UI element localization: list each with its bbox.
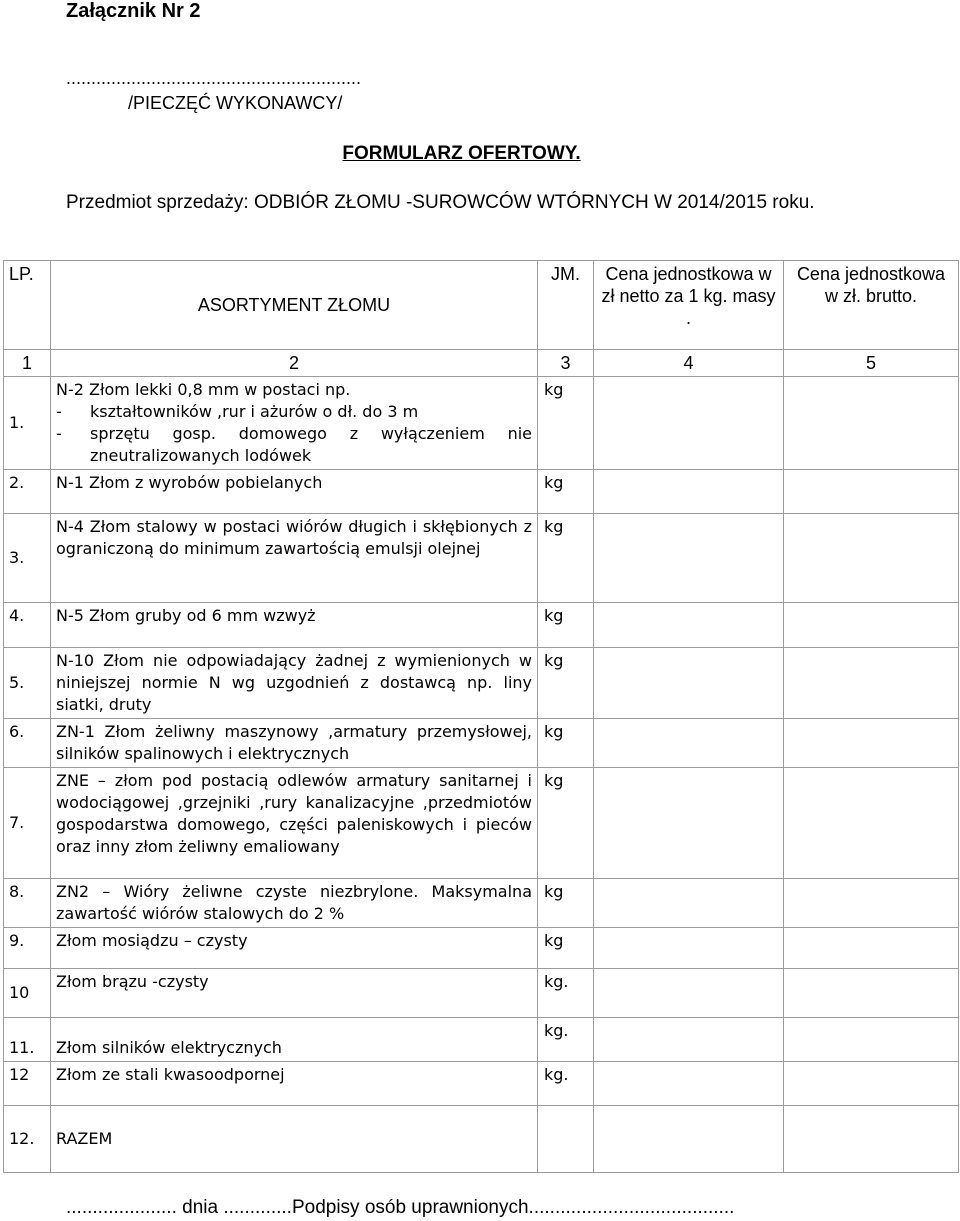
row-unit bbox=[538, 1106, 594, 1173]
form-title: FORMULARZ OFERTOWY. bbox=[342, 143, 581, 164]
stamp-label: /PIECZĘĆ WYKONAWCY/ bbox=[128, 93, 343, 113]
row-lp: 6. bbox=[4, 719, 51, 768]
gross-price-cell[interactable] bbox=[784, 377, 959, 470]
gross-price-cell[interactable] bbox=[784, 768, 959, 879]
gross-price-cell[interactable] bbox=[784, 648, 959, 719]
sale-subject: Przedmiot sprzedaży: ODBIÓR ZŁOMU -SUROWCÓW WTÓRNYCH W 2014/2015 roku. bbox=[66, 192, 815, 213]
column-number: 4 bbox=[594, 350, 784, 377]
row-description: N-4 Złom stalowy w postaci wiórów długich i skłębionych z ograniczoną do minimum zawartością emulsji olejnej bbox=[51, 514, 538, 603]
header-lp: LP. bbox=[4, 261, 51, 350]
row-unit: kg bbox=[538, 768, 594, 879]
row-lp: 2. bbox=[4, 470, 51, 514]
header-unit: JM. bbox=[538, 261, 594, 350]
row-unit: kg bbox=[538, 470, 594, 514]
table-row bbox=[4, 603, 959, 648]
column-number: 2 bbox=[51, 350, 538, 377]
row-description: ZN2 – Wióry żeliwne czyste niezbrylone. Maksymalna zawartość wiórów stalowych do 2 % bbox=[51, 879, 538, 928]
table-row bbox=[4, 879, 959, 928]
net-price-cell[interactable] bbox=[594, 768, 784, 879]
row-lp: 12. bbox=[4, 1106, 51, 1173]
attachment-title: Załącznik Nr 2 bbox=[66, 0, 201, 22]
row-unit: kg bbox=[538, 648, 594, 719]
row-lp: 1. bbox=[4, 377, 51, 470]
net-price-cell[interactable] bbox=[594, 514, 784, 603]
gross-price-cell[interactable] bbox=[784, 514, 959, 603]
row-unit: kg bbox=[538, 719, 594, 768]
signature-line: ..................... dnia .............Podpisy osób uprawnionych....................................... bbox=[66, 1197, 735, 1218]
header-assortment: ASORTYMENT ZŁOMU bbox=[51, 261, 538, 350]
row-description: ZNE – złom pod postacią odlewów armatury sanitarnej i wodociągowej ,grzejniki ,rury kanalizacyjne ,przedmiotów gospodarstwa domowego, części paleniskowych i pieców oraz inny złom żeliwny emaliowany bbox=[51, 768, 538, 879]
row-unit: kg bbox=[538, 514, 594, 603]
row-lp: 12 bbox=[4, 1062, 51, 1106]
row-description bbox=[51, 377, 538, 470]
table-row bbox=[4, 470, 959, 514]
sub-item-list bbox=[56, 401, 532, 467]
net-price-cell[interactable] bbox=[594, 1018, 784, 1062]
row-lp: 3. bbox=[4, 514, 51, 603]
row-description: Złom ze stali kwasoodpornej bbox=[51, 1062, 538, 1106]
row-unit: kg bbox=[538, 879, 594, 928]
stamp-dotted-line: ........................................................... bbox=[66, 68, 362, 88]
net-price-cell[interactable] bbox=[594, 879, 784, 928]
row-lp: 7. bbox=[4, 768, 51, 879]
row-unit: kg. bbox=[538, 969, 594, 1018]
table-row bbox=[4, 1018, 959, 1062]
sub-item: - kształtowników ,rur i ażurów o dł. do 3 m bbox=[56, 401, 532, 423]
row-unit: kg bbox=[538, 377, 594, 470]
row-description: N-1 Złom z wyrobów pobielanych bbox=[51, 470, 538, 514]
net-price-cell[interactable] bbox=[594, 648, 784, 719]
table-row bbox=[4, 1062, 959, 1106]
net-price-cell[interactable] bbox=[594, 377, 784, 470]
table-row bbox=[4, 969, 959, 1018]
row-description: N-5 Złom gruby od 6 mm wzwyż bbox=[51, 603, 538, 648]
gross-price-cell[interactable] bbox=[784, 470, 959, 514]
row-unit: kg bbox=[538, 928, 594, 969]
table-row bbox=[4, 719, 959, 768]
gross-price-cell[interactable] bbox=[784, 969, 959, 1018]
net-price-cell[interactable] bbox=[594, 719, 784, 768]
row-lp: 9. bbox=[4, 928, 51, 969]
net-price-cell[interactable] bbox=[594, 1062, 784, 1106]
table-row bbox=[4, 514, 959, 603]
row-unit: kg. bbox=[538, 1062, 594, 1106]
offer-table bbox=[3, 260, 959, 1173]
row-lp: 8. bbox=[4, 879, 51, 928]
gross-price-cell[interactable] bbox=[784, 1106, 959, 1173]
row-description: Złom mosiądzu – czysty bbox=[51, 928, 538, 969]
net-price-cell[interactable] bbox=[594, 928, 784, 969]
row-lp: 4. bbox=[4, 603, 51, 648]
net-price-cell[interactable] bbox=[594, 1106, 784, 1173]
row-lp: 10 bbox=[4, 969, 51, 1018]
column-number-row bbox=[4, 350, 959, 377]
row-description: Złom silników elektrycznych bbox=[51, 1018, 538, 1062]
gross-price-cell[interactable] bbox=[784, 1018, 959, 1062]
column-number: 1 bbox=[4, 350, 51, 377]
header-gross-price: Cena jednostkowa w zł. brutto. bbox=[784, 261, 959, 350]
net-price-cell[interactable] bbox=[594, 603, 784, 648]
gross-price-cell[interactable] bbox=[784, 603, 959, 648]
column-number: 3 bbox=[538, 350, 594, 377]
header-net-price: Cena jednostkowa w zł netto za 1 kg. masy . bbox=[594, 261, 784, 350]
table-row bbox=[4, 928, 959, 969]
row-description-text: N-2 Złom lekki 0,8 mm w postaci np. bbox=[56, 380, 351, 399]
row-description: ZN-1 Złom żeliwny maszynowy ,armatury przemysłowej, silników spalinowych i elektrycznych bbox=[51, 719, 538, 768]
row-lp: 11. bbox=[4, 1018, 51, 1062]
table-row bbox=[4, 648, 959, 719]
gross-price-cell[interactable] bbox=[784, 879, 959, 928]
header-row bbox=[4, 261, 959, 350]
net-price-cell[interactable] bbox=[594, 969, 784, 1018]
row-lp: 5. bbox=[4, 648, 51, 719]
row-description: Złom brązu -czysty bbox=[51, 969, 538, 1018]
gross-price-cell[interactable] bbox=[784, 719, 959, 768]
column-number: 5 bbox=[784, 350, 959, 377]
row-unit: kg. bbox=[538, 1018, 594, 1062]
row-description: RAZEM bbox=[51, 1106, 538, 1173]
gross-price-cell[interactable] bbox=[784, 1062, 959, 1106]
row-description: N-10 Złom nie odpowiadający żadnej z wymienionych w niniejszej normie N wg uzgodnień z dostawcą np. liny siatki, druty bbox=[51, 648, 538, 719]
net-price-cell[interactable] bbox=[594, 470, 784, 514]
sub-item: - sprzętu gosp. domowego z wyłączeniem nie zneutralizowanych lodówek bbox=[56, 423, 532, 467]
table-row bbox=[4, 377, 959, 470]
gross-price-cell[interactable] bbox=[784, 928, 959, 969]
row-unit: kg bbox=[538, 603, 594, 648]
table-row bbox=[4, 768, 959, 879]
total-row bbox=[4, 1106, 959, 1173]
